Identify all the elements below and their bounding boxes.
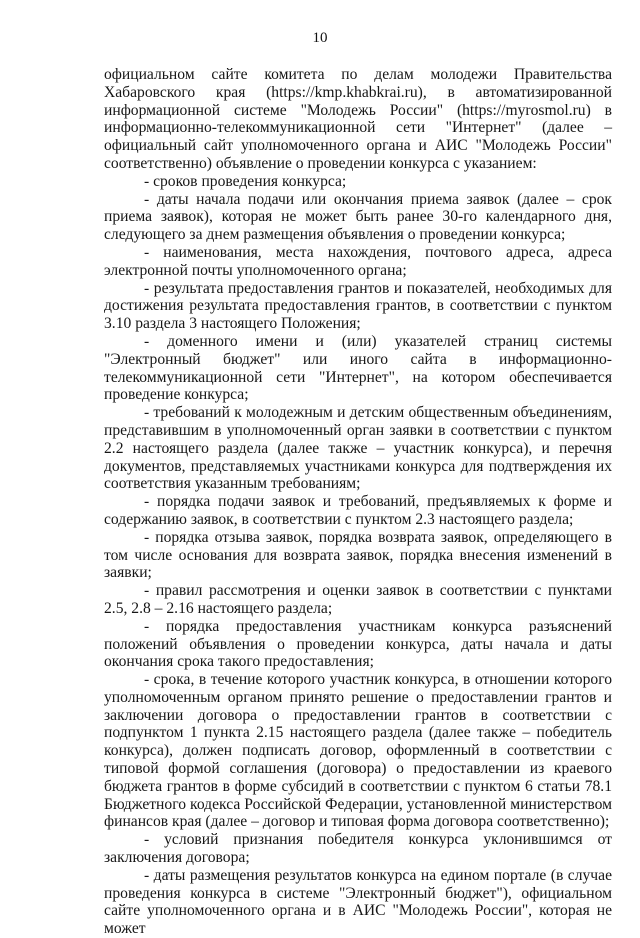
body-text: [104, 66, 612, 938]
page-number: 10: [312, 30, 328, 46]
list-item-evaluation-rules: - правил рассмотрения и оценки заявок в соответствии с пунктами 2.5, 2.8 – 2.16 настоящего раздела;: [104, 582, 612, 617]
list-item-deadlines: - сроков проведения конкурса;: [144, 172, 347, 190]
list-item-contract-signing-term: - срока, в течение которого участник конкурса, в отношении которого уполномоченным органом принято решение о предоставлении грантов и заключении договора о предоставлении грантов в соответствии с подпунктом 1 пункта 2.15 настоящего раздела (далее также – победитель конкурса), должен подписать договор, оформленный в соответствии с типовой формой соглашения (договора) о предоставлении из краевого бюджета грантов в форме субсидий в соответствии с пунктом 6 статьи 78.1 Бюджетного кодекса Российской Федерации, установленной министерством финансов края (далее – договор и типовая форма договора соответственно);: [104, 671, 612, 831]
list-item-results-publication: - даты размещения результатов конкурса на едином портале (в случае проведения конкурса в системе "Электронный бюджет"), официальном сайте уполномоченного органа и в АИС "Молодежь России", которая не может: [104, 866, 612, 938]
list-item-clarifications: - порядка предоставления участникам конкурса разъяснений положений объявления о проведении конкурса, даты начала и даты окончания срока такого предоставления;: [104, 617, 612, 671]
list-item-participant-requirements: - требований к молодежным и детским общественным объединениям, представившим в уполномоченный орган заявки в соответствии с пунктом 2.2 настоящего раздела (далее также – участник конкурса), и перечня документов, представляемых участниками конкурса для подтверждения их соответствия указанным требованиям;: [104, 404, 612, 493]
list-item-application-dates: - даты начала подачи или окончания приема заявок (далее – срок приема заявок), которая не может быть ранее 30-го календарного дня, следующего за днем размещения объявления о проведении конкурса;: [104, 190, 612, 244]
paragraph-intro: официальном сайте комитета по делам молодежи Правительства Хабаровского края (https://kmp.khabkrai.ru), в автоматизированной информационной системе "Молодежь России" (https://myrosmol.ru) в информационно-телекоммуникационной сети "Интернет" (далее – официальный сайт уполномоченного органа и АИС "Молодежь России" соответственно) объявление о проведении конкурса с указанием:: [104, 66, 612, 172]
list-item-evasion-conditions: - условий признания победителя конкурса уклонившимся от заключения договора;: [104, 831, 612, 867]
list-item-authority-contacts: - наименования, места нахождения, почтового адреса, адреса электронной почты уполномоченного органа;: [104, 243, 612, 279]
list-item-withdrawal-procedure: - порядка отзыва заявок, порядка возврата заявок, определяющего в том числе основания для возврата заявок, порядка внесения изменений в заявки;: [104, 528, 612, 582]
list-item-domain-name: - доменного имени и (или) указателей страниц системы "Электронный бюджет" или иного сайта в информационно-телекоммуникационной сети "Интернет", на котором обеспечивается проведение конкурса;: [104, 332, 612, 404]
list-item-submission-procedure: - порядка подачи заявок и требований, предъявляемых к форме и содержанию заявок, в соответствии с пунктом 2.3 настоящего раздела;: [104, 493, 612, 528]
list-item-grant-results: - результата предоставления грантов и показателей, необходимых для достижения результата предоставления грантов, в соответствии с пунктом 3.10 раздела 3 настоящего Положения;: [104, 279, 612, 333]
